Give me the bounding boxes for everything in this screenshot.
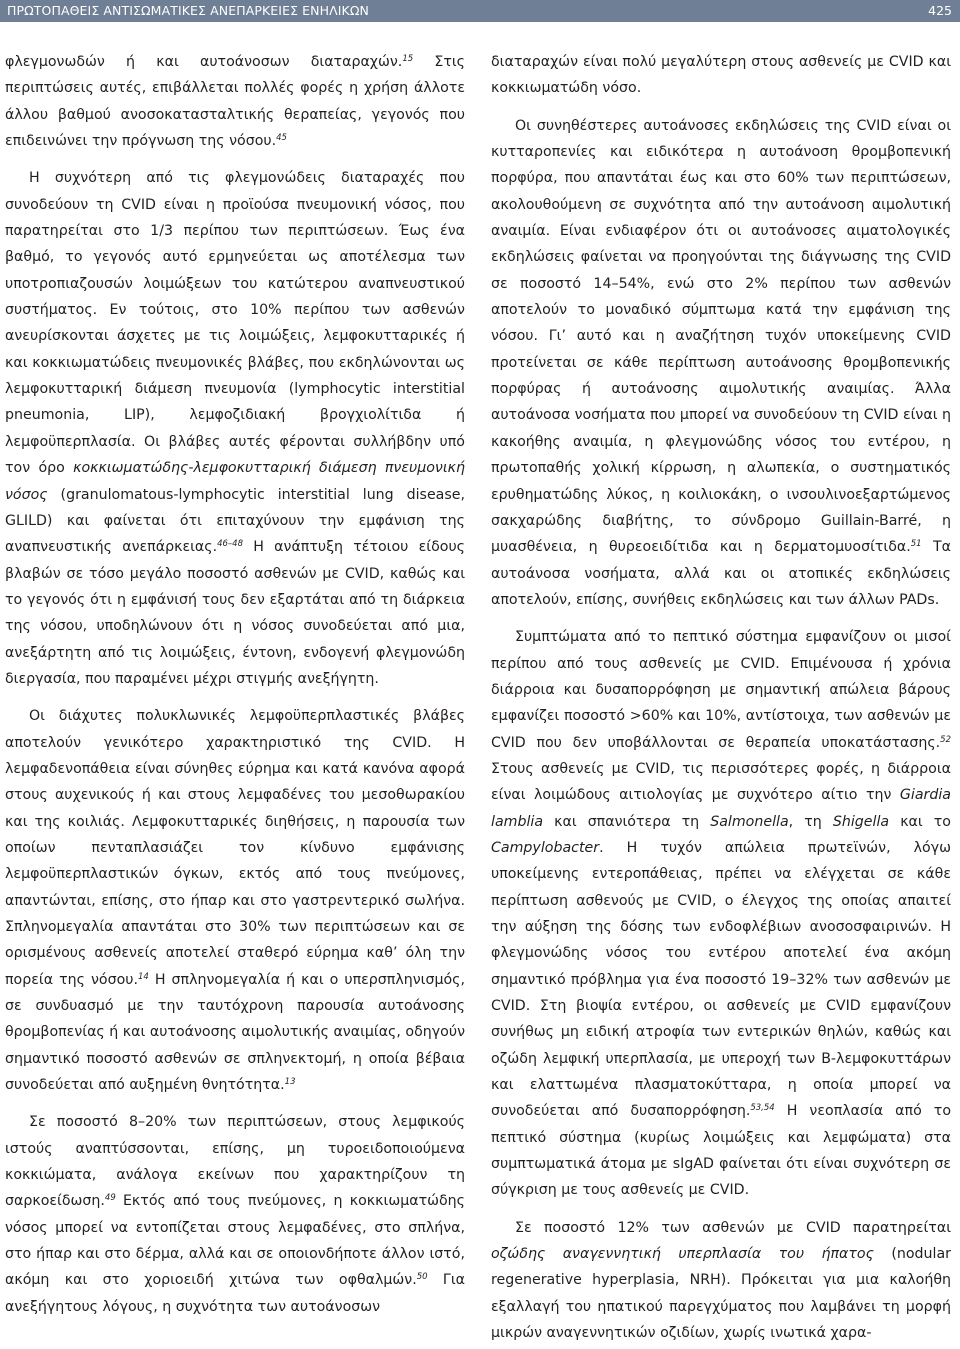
citation-ref: 52 [940, 734, 951, 745]
italic-term: Campylobacter [491, 839, 600, 856]
text-run: διαταραχών είναι πολύ μεγαλύτερη στους ασθενείς με CVID και κοκκιωματώδη νόσο. [491, 54, 951, 97]
italic-term: Giardia lamblia [491, 787, 951, 830]
text-run: Η σπληνομεγαλία ή και ο υπερσπληνισμός, σε συνδυασμό με την ταυτόχρονη παρουσία αυτοάνοσης θρομβοπενίας ή και αυτοάνοσης αιμολυτικής αναιμίας, οδηγούν σημαντικό ποσοστό ασθενών σε σπληνεκτομή, η οποία βέβαια συνοδεύεται από αυξημένη θνητότητα. [5, 971, 465, 1094]
paragraph [5, 1109, 465, 1320]
paragraph [5, 703, 465, 1098]
right-column [491, 49, 951, 1347]
text-run: Εκτός από τους πνεύμονες, η κοκκιωματώδης νόσος μπορεί να εντοπίζεται στους λεμφαδένες, στο σπλήνα, στο ήπαρ και στο δέρμα, αλλά και σε οποιονδήποτε άλλον ιστό, ακόμη και στο χοριοειδή χιτώνα των οφθαλμών. [5, 1193, 465, 1289]
text-run: Τα αυτοάνοσα νοσήματα, αλλά και οι ατοπικές εκδηλώσεις αποτελούν, επίσης, συνήθεις εκδηλώσεις και των άλλων PADs. [491, 539, 951, 608]
text-run: και το [889, 813, 951, 830]
citation-ref: 53,54 [750, 1103, 775, 1114]
text-run: φλεγμονωδών ή και αυτοάνοσων διαταραχών. [5, 54, 403, 70]
citation-ref: 46–48 [217, 539, 243, 550]
text-run: (granulomatous-lymphocytic interstitial lung disease, GLILD) και φαίνεται ότι επιταχύνουν την εμφάνιση της αναπνευστικής ανεπάρκειας. [5, 486, 465, 556]
text-run: Η νεοπλασία από το πεπτικό σύστημα (κυρίως λοιμώξεις και λεμφώματα) στα συμπτωματικά άτομα με sIgAD φαίνεται ότι είναι συχνότερη σε σύγκριση με τους ασθενείς με CVID. [491, 1103, 951, 1199]
text-run: , τη [788, 813, 833, 830]
paragraph [491, 113, 951, 614]
text-run: Οι συνηθέστερες αυτοάνοσες εκδηλώσεις της CVID είναι οι κυτταροπενίες και ειδικότερα η αυτοάνοση θρομβοπενική πορφύρα, που απαντάται έως και στο 60% των περιπτώσεων, ακολουθούμενη σε συχνότητα από την αυτοάνοση αιμολυτική αναιμία. Είναι ενδιαφέρον ότι οι αυτοάνοσες αιματολογικές εκδηλώσεις φαίνεται να προηγούνται της διάγνωσης της CVID σε ποσοστό 14–54%, ενώ στο 2% περίπου των ασθενών αποτελούν το μοναδικό σύμπτωμα κατά την εμφάνιση της νόσου. Γι’ αυτό και η αναζήτηση τυχόν υποκείμενης CVID προτείνεται σε κάθε περίπτωση αυτοάνοσης θρομβοπενικής πορφύρας ή αυτοάνοσης αιμολυτικής αναιμίας. Άλλα αυτοάνοσα νοσήματα που μπορεί να συνοδεύουν τη CVID είναι η κακοήθης αναιμία, η φλεγμονώδης νόσος του εντέρου, η πρωτοπαθής χολική κίρρωση, η αλωπεκία, ο συστηματικός ερυθηματώδης λύκος, η κοιλιοκάκη, ο ινσουλινοεξαρτώμενος σακχαρώδης διαβήτης, το σύνδρομο Guillain-Barré, η μυασθένεια, η θυρεοειδίτιδα και η δερματομυοσίτιδα. [491, 117, 951, 556]
text-run: Η ανάπτυξη τέτοιου είδους βλαβών σε τόσο μεγάλο ποσοστό ασθενών με CVID, καθώς και το γεγονός ότι η εμφάνισή τους δεν εξαρτάται από τη διάρκεια της νόσου, υποδηλώνουν ότι η νόσος συνοδεύεται από μια, ανεξάρτητη από τις λοιμώξεις, έντονη, ενδογενή φλεγμονώδη διεργασία, που παραμένει μέχρι στιγμής ανεξήγητη. [5, 539, 465, 687]
text-run: Οι διάχυτες πολυκλωνικές λεμφοϋπερπλαστικές βλάβες αποτελούν γενικότερο χαρακτηριστικό της CVID. Η λεμφαδενοπάθεια είναι σύνηθες εύρημα και κατά κανόνα αφορά στους αυχενικούς ή και στους λεμφαδένες του μεσοθωρακίου και της κοιλιάς. Λεμφοκυτταρικές διηθήσεις, η παρουσία των οποίων πενταπλασιάζει τον κίνδυνο εμφάνισης λεμφοϋπερπλαστικών όγκων, εκτός από τους πνεύμονες, απαντώνται, επίσης, στο ήπαρ και στο γαστρεντερικό σωλήνα. Σπληνομεγαλία απαντάται στο 30% των περιπτώσεων και σε ορισμένους ασθενείς αποτελεί σταθερό εύρημα καθ’ όλη την πορεία της νόσου. [5, 708, 465, 988]
paragraph [491, 624, 951, 1204]
text-run: Στους ασθενείς με CVID, τις περισσότερες φορές, η διάρροια είναι λοιμώδους αιτιολογίας με συχνότερο αίτιο την [491, 760, 951, 804]
paragraph [5, 49, 465, 154]
citation-ref: 15 [402, 54, 414, 64]
page-number: 425 [928, 3, 952, 18]
text-run: Στις περιπτώσεις αυτές, επιβάλλεται πολλές φορές η χρήση άλλοτε άλλου βαθμού ανοσοκατασταλτικής θεραπείας, γεγονός που επιδεινώνει την πρόγνωση της νόσου. [5, 54, 465, 150]
text-run: Η συχνότερη από τις φλεγμονώδεις διαταραχές που συνοδεύουν τη CVID είναι η προϊούσα πνευμονική νόσος, που παρατηρείται στο 1/3 περίπου των περιπτώσεων. Έως ένα βαθμό, το γεγονός αυτό ερμηνεύεται ως αποτέλεσμα των υποτροπιαζουσών λοιμώξεων του κατώτερου αναπνευστικού συστήματος. Εν τούτοις, στο 10% περίπου των ασθενών ανευρίσκονται άσχετες με τις λοιμώξεις, λεμφοκυτταρικές ή και κοκκιωματώδεις πνευμονικές βλάβες, που εκδηλώνονται ως λεμφοκυτταρική διάμεση πνευμονία (lymphocytic interstitial pneumonia, LIP), λεμφοζιδιακή βρογχιολίτιδα ή λεμφοϋπερπλασία. Οι βλάβες αυτές φέρονται συλλήβδην υπό τον όρο [5, 170, 465, 477]
citation-ref: 51 [910, 539, 922, 550]
citation-ref: 49 [104, 1193, 116, 1204]
left-column [5, 49, 465, 1320]
text-run: . Η τυχόν απώλεια πρωτεϊνών, λόγω υποκείμενης εντεροπάθειας, πρέπει να ελέγχεται σε κάθε περίπτωση ασθενούς με CVID, ο έλεγχος της οποίας απαιτεί την αύξηση της δόσης των ενδοφλέβιων ανοσοσφαιρινών. Η φλεγμονώδης νόσος του εντέρου αποτελεί ένα ακόμη σημαντικό πρόβλημα για ένα ποσοστό 19–32% των ασθενών με CVID. Στη βιοψία εντέρου, οι ασθενείς με CVID εμφανίζουν συνήθως μη ειδική ατροφία των εντερικών θηλών, καθώς και οζώδη λεμφική υπερπλασία, με υπεροχή των B-λεμφοκυττάρων και ελαττωμένα πλασματοκύτταρα, η οποία μπορεί να συνοδεύεται από δυσαπορρόφηση. [491, 839, 951, 1120]
italic-term: Shigella [832, 813, 890, 830]
italic-term: οζώδης αναγεννητική υπερπλασία του ήπατος [491, 1246, 874, 1263]
text-run: Σε ποσοστό 8–20% των περιπτώσεων, στους λεμφικούς ιστούς αναπτύσσονται, επίσης, μη τυροειδοποιούμενα κοκκιώματα, ανάλογα εκείνων που χαρακτηρίζουν τη σαρκοείδωση. [5, 1114, 465, 1210]
italic-term: Salmonella [710, 813, 789, 830]
paragraph [491, 49, 951, 102]
italic-term: κοκκιωματώδης-λεμφοκυτταρική διάμεση πνευμονική νόσος [5, 460, 465, 503]
citation-ref: 14 [137, 971, 149, 982]
citation-ref: 50 [416, 1272, 428, 1283]
citation-ref: 13 [284, 1077, 296, 1088]
paragraph [5, 165, 465, 692]
running-title: ΠΡΩΤΟΠΑΘΕΙΣ ΑΝΤΙΣΩΜΑΤΙΚΕΣ ΑΝΕΠΑΡΚΕΙΕΣ ΕΝΗΛΙΚΩΝ [7, 3, 369, 18]
text-run: Σε ποσοστό 12% των ασθενών με CVID παρατηρείται [515, 1219, 951, 1236]
text-run: Για ανεξήγητους λόγους, η συχνότητα των αυτοάνοσων [5, 1272, 465, 1315]
text-run: Συμπτώματα από το πεπτικό σύστημα εμφανίζουν οι μισοί περίπου από τους ασθενείς με CVID. Επιμένουσα ή χρόνια διάρροια και δυσαπορρόφηση με σημαντική απώλεια βάρους εμφανίζει ποσοστό >60% και 10%, αντίστοιχα, των ασθενών με CVID που δεν υποβάλλονται σε θεραπεία υποκατάστασης. [491, 629, 951, 751]
text-run: (nodular regenerative hyperplasia, NRH). Πρόκειται για μια καλοήθη εξαλλαγή του ηπατικού παρεγχύματος που λαμβάνει τη μορφή μικρών αναγεννητικών οζιδίων, χωρίς ινωτικά χαρα- [491, 1246, 951, 1342]
citation-ref: 45 [276, 133, 287, 144]
running-header [0, 0, 960, 22]
paragraph [491, 1215, 951, 1347]
text-run: και σπανιότερα τη [543, 813, 711, 830]
